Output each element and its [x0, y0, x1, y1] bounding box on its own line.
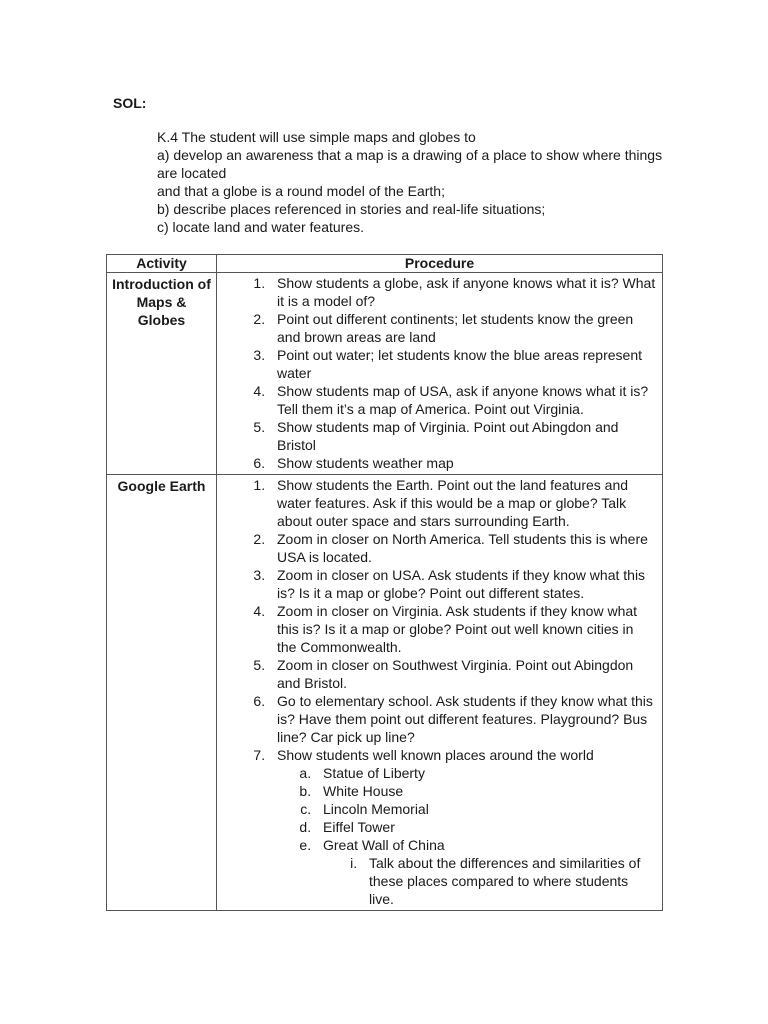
place-notes: [323, 854, 656, 908]
procedure-step: 6. Show students weather map: [269, 454, 656, 472]
place-item: d. Eiffel Tower: [315, 818, 656, 836]
table-row: [107, 475, 663, 911]
place-item: a. Statue of Liberty: [315, 764, 656, 782]
lesson-table: [106, 254, 663, 911]
procedure-steps: [217, 476, 656, 908]
place-item: c. Lincoln Memorial: [315, 800, 656, 818]
procedure-step: 2. Zoom in closer on North America. Tell students this is where USA is located.: [269, 530, 656, 566]
procedure-step: 3. Point out water; let students know the blue areas represent water: [269, 346, 656, 382]
sol-heading: SOL:: [113, 95, 147, 111]
procedure-step: 5. Show students map of Virginia. Point out Abingdon and Bristol: [269, 418, 656, 454]
procedure-step: [269, 746, 656, 908]
table-header-row: [107, 255, 663, 273]
procedure-step-text: Show students well known places around the world: [277, 747, 594, 763]
procedure-steps: [217, 274, 656, 472]
standard-line: K.4 The student will use simple maps and globes to: [157, 129, 476, 145]
place-item: [315, 836, 656, 908]
procedure-cell: [217, 475, 663, 911]
procedure-cell: [217, 273, 663, 475]
place-item: b. White House: [315, 782, 656, 800]
places-list: [277, 764, 656, 908]
procedure-step: 6. Go to elementary school. Ask students if they know what this is? Have them point out different features. Playground? Bus line? Car pick up line?: [269, 692, 656, 746]
standard-line: and that a globe is a round model of the Earth;: [157, 183, 445, 199]
procedure-header: Procedure: [217, 255, 663, 273]
standard-line: a) develop an awareness that a map is a drawing of a place to show where things are located: [157, 147, 663, 181]
procedure-step: 2. Point out different continents; let students know the green and brown areas are land: [269, 310, 656, 346]
procedure-step: 4. Show students map of USA, ask if anyone knows what it is? Tell them it’s a map of America. Point out Virginia.: [269, 382, 656, 418]
procedure-step: 4. Zoom in closer on Virginia. Ask students if they know what this is? Is it a map or globe? Point out well known cities in the Commonwealth.: [269, 602, 656, 656]
standard-line: b) describe places referenced in stories and real-life situations;: [157, 201, 546, 217]
procedure-step: 1. Show students a globe, ask if anyone knows what it is? What it is a model of?: [269, 274, 656, 310]
procedure-step: 3. Zoom in closer on USA. Ask students if they know what this is? Is it a map or globe? Point out different states.: [269, 566, 656, 602]
activity-cell: Introduction of Maps & Globes: [107, 273, 217, 475]
activity-header: Activity: [107, 255, 217, 273]
standard-line: c) locate land and water features.: [157, 219, 365, 235]
place-item-text: Great Wall of China: [323, 837, 445, 853]
standard-text: [157, 128, 677, 236]
procedure-step: 5. Zoom in closer on Southwest Virginia. Point out Abingdon and Bristol.: [269, 656, 656, 692]
procedure-step: 1. Show students the Earth. Point out the land features and water features. Ask if this would be a map or globe? Talk about outer space and stars surrounding Earth.: [269, 476, 656, 530]
place-note: i. Talk about the differences and similarities of these places compared to where students live.: [361, 854, 656, 908]
table-row: [107, 273, 663, 475]
activity-cell: Google Earth: [107, 475, 217, 911]
